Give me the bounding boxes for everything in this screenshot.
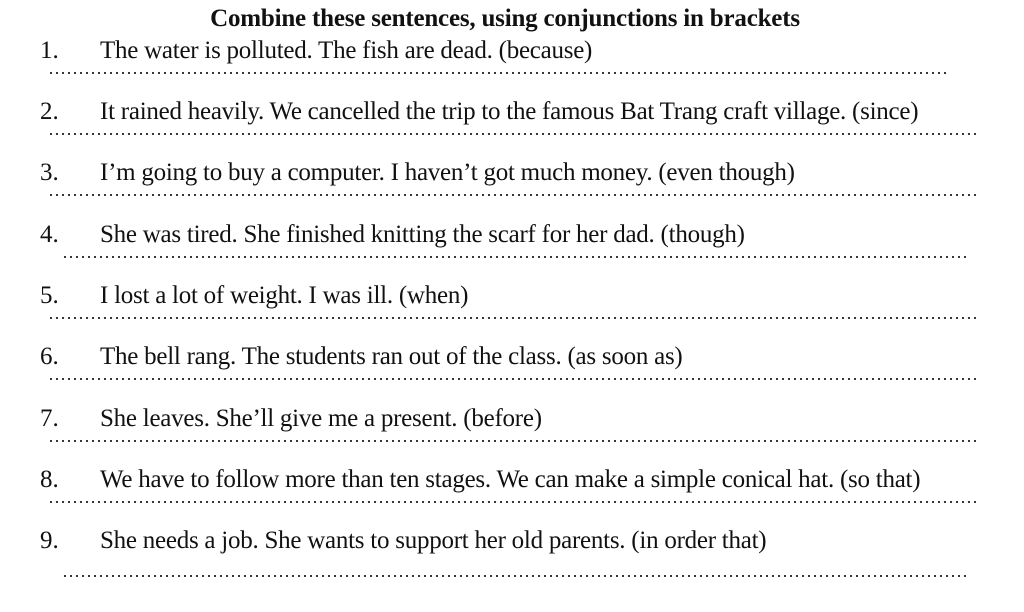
exercise-item-6 — [0, 342, 1024, 403]
item-number: 2. — [40, 98, 59, 125]
item-sentence: The water is polluted. The fish are dead. (because) — [100, 37, 593, 64]
item-sentence: I lost a lot of weight. I was ill. (when) — [100, 282, 469, 309]
item-sentence: I’m going to buy a computer. I haven’t got much money. (even though) — [100, 159, 795, 186]
exercise-item-8 — [0, 465, 1024, 526]
answer-line[interactable] — [48, 501, 976, 503]
item-number: 6. — [40, 343, 59, 370]
exercise-item-5 — [0, 281, 1024, 342]
item-number: 1. — [40, 37, 59, 64]
answer-line[interactable] — [62, 575, 968, 577]
item-sentence: The bell rang. The students ran out of the class. (as soon as) — [100, 343, 683, 370]
answer-line[interactable] — [48, 133, 976, 135]
item-number: 3. — [40, 159, 59, 186]
worksheet-title: Combine these sentences, using conjunctions in brackets — [210, 5, 800, 32]
item-number: 4. — [40, 221, 59, 248]
item-number: 5. — [40, 282, 59, 309]
answer-line[interactable] — [48, 440, 976, 442]
exercise-item-2 — [0, 97, 1024, 158]
answer-line[interactable] — [48, 317, 976, 319]
answer-line[interactable] — [48, 194, 976, 196]
exercise-item-9 — [0, 526, 1024, 587]
item-number: 7. — [40, 405, 59, 432]
exercise-item-4 — [0, 220, 1024, 281]
item-sentence: She leaves. She’ll give me a present. (before) — [100, 405, 542, 432]
item-sentence: She was tired. She finished knitting the scarf for her dad. (though) — [100, 221, 745, 248]
item-number: 9. — [40, 527, 59, 554]
exercise-item-3 — [0, 158, 1024, 219]
answer-line[interactable] — [48, 378, 976, 380]
item-sentence: We have to follow more than ten stages. We can make a simple conical hat. (so that) — [100, 466, 921, 493]
answer-line[interactable] — [62, 256, 968, 258]
exercise-item-1 — [0, 36, 1024, 97]
item-sentence: She needs a job. She wants to support her old parents. (in order that) — [100, 527, 767, 554]
item-number: 8. — [40, 466, 59, 493]
item-sentence: It rained heavily. We cancelled the trip to the famous Bat Trang craft village. (since) — [100, 98, 919, 125]
exercise-item-7 — [0, 404, 1024, 465]
answer-line[interactable] — [48, 72, 948, 74]
